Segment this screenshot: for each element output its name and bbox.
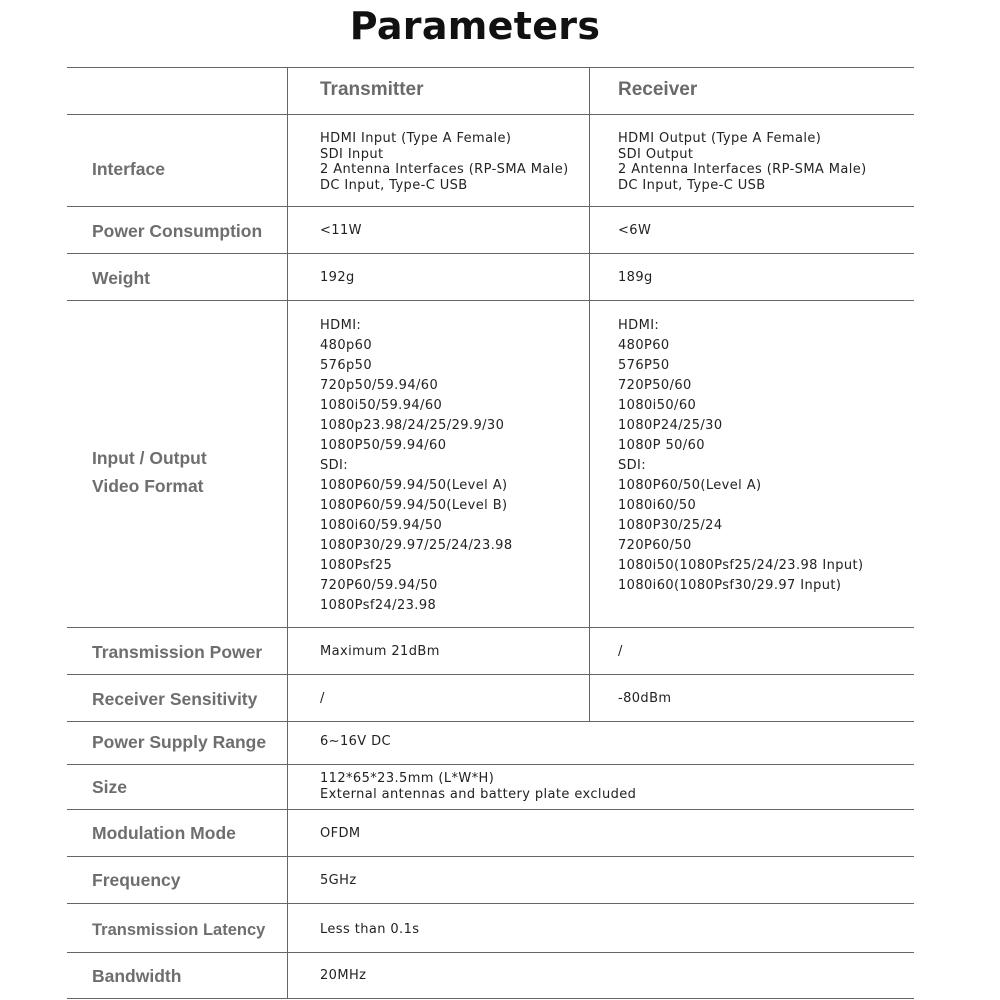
list-item: 1080Psf25	[320, 558, 393, 573]
transmitter-header: Transmitter	[320, 79, 424, 100]
list-item: 1080p23.98/24/25/29.9/30	[320, 418, 505, 433]
list-item: 1080i60/59.94/50	[320, 518, 443, 533]
list-item: 576p50	[320, 358, 373, 373]
power-consumption-label: Power Consumption	[92, 221, 263, 241]
list-item: 1080i60/50	[618, 498, 697, 513]
list-item: 720P60/50	[618, 538, 692, 553]
video-format-label-line2: Video Format	[92, 476, 204, 496]
size-value: 112*65*23.5mm (L*W*H) External antennas and battery plate excluded	[320, 771, 637, 802]
list-item: 1080P60/59.94/50(Level B)	[320, 498, 508, 513]
row-divider	[67, 300, 914, 301]
receiver-sensitivity-rx-value: -80dBm	[618, 691, 672, 706]
label-column-divider	[287, 67, 288, 999]
bandwidth-value: 20MHz	[320, 968, 367, 983]
transmission-power-rx-value: /	[618, 644, 623, 659]
list-item: 576P50	[618, 358, 670, 373]
receiver-sensitivity-tx-value: /	[320, 691, 325, 706]
list-item: 1080i50/60	[618, 398, 697, 413]
row-divider	[67, 627, 914, 628]
row-divider	[67, 206, 914, 207]
list-item: SDI:	[618, 458, 647, 473]
row-divider	[67, 809, 914, 810]
size-label: Size	[92, 777, 128, 797]
row-divider	[67, 253, 914, 254]
video-format-tx-list	[320, 316, 513, 616]
power-consumption-tx-value: <11W	[320, 223, 362, 238]
power-supply-range-label: Power Supply Range	[92, 732, 267, 752]
list-item: 1080P24/25/30	[618, 418, 723, 433]
list-item: SDI:	[320, 458, 349, 473]
transmission-latency-value: Less than 0.1s	[320, 922, 420, 937]
receiver-header: Receiver	[618, 79, 698, 100]
row-divider	[67, 903, 914, 904]
list-item: 1080P60/50(Level A)	[618, 478, 762, 493]
table-bottom-border	[67, 998, 914, 999]
list-item: HDMI:	[618, 318, 660, 333]
receiver-sensitivity-label: Receiver Sensitivity	[92, 689, 258, 709]
list-item: 1080P30/29.97/25/24/23.98	[320, 538, 513, 553]
power-supply-range-value: 6~16V DC	[320, 734, 392, 749]
frequency-value: 5GHz	[320, 873, 357, 888]
video-format-label-line1: Input / Output	[92, 448, 207, 468]
power-consumption-rx-value: <6W	[618, 223, 652, 238]
list-item: HDMI:	[320, 318, 362, 333]
interface-label: Interface	[92, 159, 165, 179]
video-format-rx-list	[618, 316, 863, 596]
list-item: 1080P30/25/24	[618, 518, 723, 533]
list-item: 1080P 50/60	[618, 438, 705, 453]
video-format-label	[92, 444, 207, 500]
row-divider	[67, 764, 914, 765]
list-item: 1080P60/59.94/50(Level A)	[320, 478, 508, 493]
list-item: 1080i50/59.94/60	[320, 398, 443, 413]
list-item: 480p60	[320, 338, 373, 353]
row-divider	[67, 674, 914, 675]
tx-rx-column-divider	[589, 67, 590, 721]
list-item: 720P50/60	[618, 378, 692, 393]
weight-label: Weight	[92, 268, 151, 288]
weight-rx-value: 189g	[618, 270, 653, 285]
list-item: 480P60	[618, 338, 670, 353]
frequency-label: Frequency	[92, 870, 181, 890]
interface-tx-value: HDMI Input (Type A Female) SDI Input 2 Antenna Interfaces (RP-SMA Male) DC Input, Type-C USB	[320, 131, 569, 193]
interface-rx-value: HDMI Output (Type A Female) SDI Output 2 Antenna Interfaces (RP-SMA Male) DC Input, Type-C USB	[618, 131, 867, 193]
row-divider	[67, 952, 914, 953]
list-item: 1080Psf24/23.98	[320, 598, 437, 613]
table-top-border	[67, 67, 914, 68]
row-divider	[67, 114, 914, 115]
weight-tx-value: 192g	[320, 270, 355, 285]
row-divider	[67, 721, 914, 722]
transmission-power-label: Transmission Power	[92, 642, 263, 662]
list-item: 720p50/59.94/60	[320, 378, 439, 393]
list-item: 1080P50/59.94/60	[320, 438, 447, 453]
list-item: 1080i50(1080Psf25/24/23.98 Input)	[618, 558, 864, 573]
modulation-mode-value: OFDM	[320, 826, 361, 841]
transmission-latency-label: Transmission Latency	[92, 921, 266, 939]
transmission-power-tx-value: Maximum 21dBm	[320, 644, 440, 659]
page-title: Parameters	[349, 4, 601, 48]
modulation-mode-label: Modulation Mode	[92, 823, 236, 843]
list-item: 1080i60(1080Psf30/29.97 Input)	[618, 578, 842, 593]
bandwidth-label: Bandwidth	[92, 966, 182, 986]
list-item: 720P60/59.94/50	[320, 578, 438, 593]
row-divider	[67, 856, 914, 857]
